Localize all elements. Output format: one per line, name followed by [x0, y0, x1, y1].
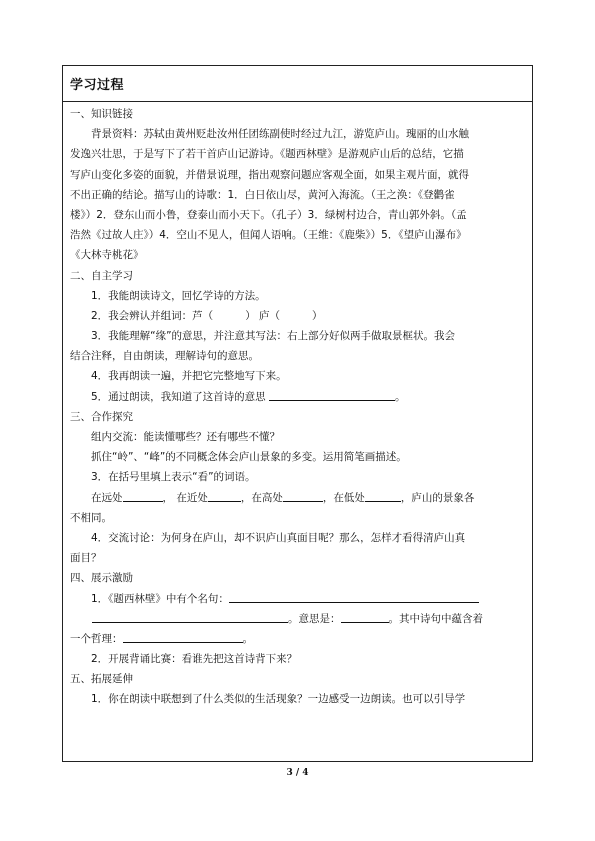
look-words-task: 3．在括号里填上表示“看”的词语。 [91, 471, 256, 484]
background-line: 《大林寺桃花》 [70, 249, 144, 262]
high-blank[interactable] [283, 489, 323, 502]
item2-mid: ） 庐（ [245, 309, 281, 322]
meaning-blank[interactable] [269, 388, 395, 401]
self-study-item-5 [70, 387, 525, 407]
background-line: 不出正确的结论。描写山的诗歌：1．白日依山尽，黄河入海流。（王之涣：《登鹳雀 [70, 188, 455, 201]
fill-low-label: ，在低处 [322, 491, 365, 504]
part3-heading: 三、合作探究 [70, 410, 133, 423]
part1-heading: 一、知识链接 [70, 108, 133, 120]
philosophy-end: 。 [242, 632, 253, 645]
self-study-item-3-cont: 结合注释，自由朗读，理解诗句的意思。 [70, 350, 259, 363]
famous-line-blank-2[interactable] [92, 610, 288, 623]
philosophy-line [70, 629, 525, 649]
ridge-peak-task: 抓住“岭”、“峰”的不同概念体会庐山景象的多变。运用简笔画描述。 [91, 451, 407, 464]
fill-far-label: 在远处 [91, 491, 123, 504]
part2-heading: 二、自主学习 [70, 269, 133, 282]
low-blank[interactable] [365, 489, 401, 502]
meaning-answer-blank[interactable] [341, 610, 389, 623]
lesson-content [63, 102, 532, 710]
fill-near-label: ， 在近处 [162, 491, 208, 504]
background-line: 楼》）2．登东山而小鲁，登泰山而小天下。（孔子）3．绿树村边合，青山郭外斜。（孟 [70, 208, 467, 221]
self-study-item-1: 1．我能朗读诗文，回忆学诗的方法。 [91, 289, 266, 302]
discussion-task-cont: 面目？ [70, 552, 102, 565]
discussion-task: 4．交流讨论：为何身在庐山，却不识庐山真面目呢？那么，怎样才看得清庐山真 [91, 531, 466, 544]
philosophy-blank[interactable] [123, 630, 243, 643]
extension-item-1: 1．你在朗读中联想到了什么类似的生活现象？一边感受一边朗读。也可以引导学 [91, 693, 466, 706]
item5-text: 5．通过朗读，我知道了这首诗的意思 [91, 390, 266, 403]
page-number: 3 / 4 [286, 768, 309, 778]
fill-look-words [70, 488, 525, 508]
part5-heading: 五、拓展延伸 [70, 673, 133, 686]
background-line: 背景资料：苏轼由黄州贬赴汝州任团练副使时经过九江，游览庐山。瑰丽的山水触 [91, 128, 469, 141]
part4-heading: 四、展示激励 [70, 572, 133, 585]
lesson-table [62, 65, 533, 762]
item2-prefix: 2．我会辨认并组词：芦（ [91, 309, 214, 322]
philosophy-label: 一个哲理： [70, 632, 123, 645]
meaning-label: 。意思是： [288, 612, 341, 625]
famous-line-blank[interactable] [229, 590, 479, 603]
background-line: 写庐山变化多姿的面貌，并借景说理，指出观察问题应客观全面，如果主观片面，就得 [70, 168, 469, 181]
far-blank[interactable] [123, 489, 163, 502]
fill-end-label: ，庐山的景象各 [400, 491, 475, 504]
famous-line-task [70, 589, 525, 609]
famous-line-label: 1．《题西林壁》中有个名句： [91, 592, 229, 605]
item2-suffix: ） [312, 309, 323, 322]
fill-look-words-cont: 不相同。 [70, 511, 112, 524]
fill-high-label: ，在高处 [240, 491, 283, 504]
group-discussion: 组内交流：能读懂哪些？还有哪些不懂？ [91, 431, 280, 443]
near-blank[interactable] [208, 489, 241, 502]
background-line: 浩然《过故人庄》）4．空山不见人，但闻人语响。（王维：《鹿柴》）5．《望庐山瀑布》 [70, 229, 467, 242]
background-line: 发逸兴壮思，于是写下了若干首庐山记游诗。《题西林壁》是游观庐山后的总结，它描 [70, 148, 464, 161]
recite-contest: 2．开展背诵比赛：看谁先把这首诗背下来？ [91, 653, 298, 666]
self-study-item-2 [70, 306, 525, 326]
philosophy-intro: 。其中诗句中蕴含着 [388, 612, 483, 625]
self-study-item-4: 4．我再朗读一遍，并把它完整地写下来。 [91, 370, 287, 383]
item5-end: 。 [395, 390, 406, 403]
meaning-line [70, 609, 525, 629]
section-title: 学习过程 [70, 78, 125, 93]
section-header [63, 66, 532, 102]
self-study-item-3: 3．我能理解“缘”的意思，并注意其写法：右上部分好似两手做取景框状。我会 [91, 330, 456, 343]
